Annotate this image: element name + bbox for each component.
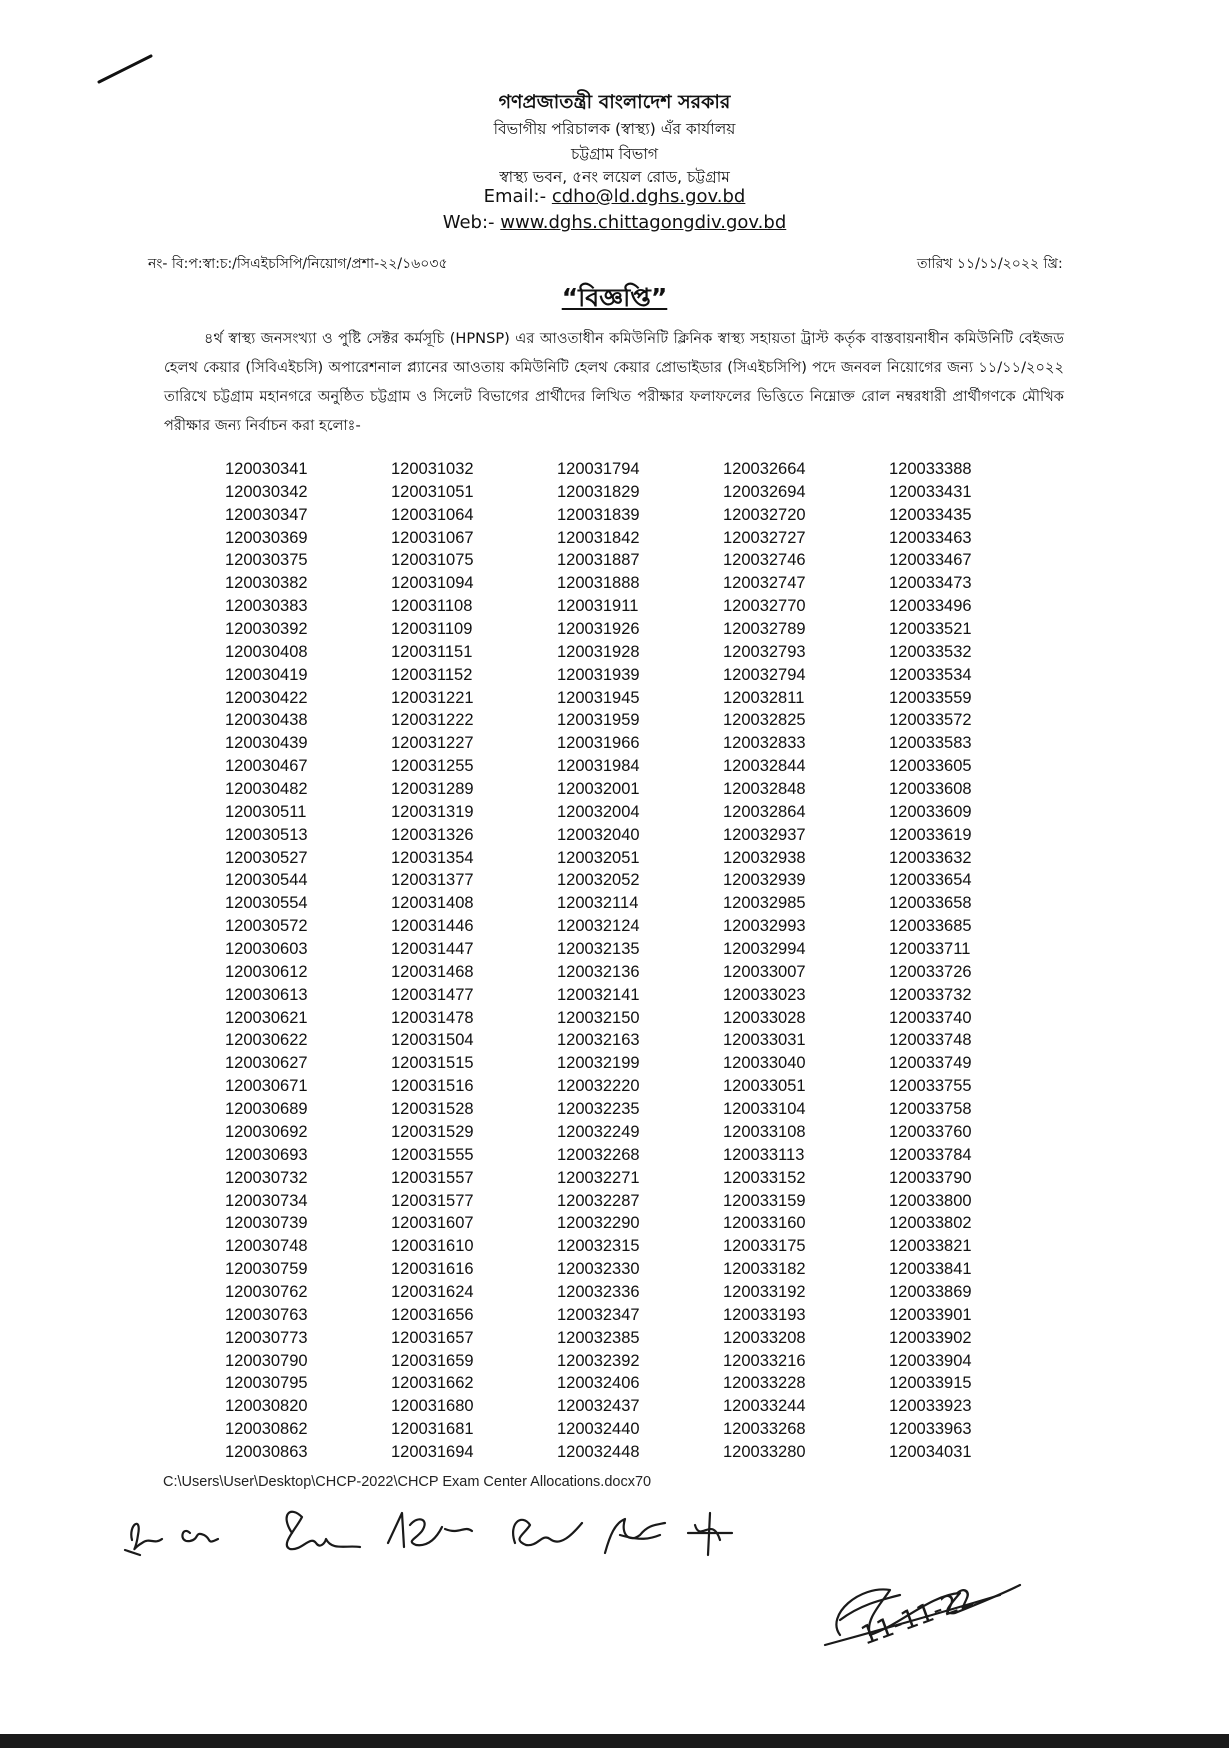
roll-number: 120033216 bbox=[723, 1351, 806, 1370]
roll-number: 120033388 bbox=[889, 460, 972, 478]
roll-number: 120033040 bbox=[723, 1054, 806, 1073]
roll-number: 120032994 bbox=[723, 940, 806, 959]
roll-number: 120032789 bbox=[723, 620, 806, 639]
roll-number: 120032271 bbox=[557, 1168, 640, 1187]
roll-number: 120030375 bbox=[225, 551, 308, 570]
memo-number: নং- বি:প:স্বা:চ:/সিএইচসিপি/নিয়োগ/প্রশা-২২/১৬০৩৫ bbox=[148, 256, 448, 272]
signature-date: 11-11-22 bbox=[857, 1583, 979, 1652]
roll-number: 120031657 bbox=[391, 1328, 474, 1347]
roll-number: 120033228 bbox=[723, 1374, 806, 1393]
roll-number: 120033108 bbox=[723, 1122, 806, 1141]
roll-number: 120033023 bbox=[723, 985, 806, 1004]
roll-number: 120032052 bbox=[557, 871, 640, 890]
memo-date: তারিখ ১১/১১/২০২২ খ্রি: bbox=[917, 256, 1063, 272]
roll-number: 120033609 bbox=[889, 802, 972, 821]
roll-number: 120033268 bbox=[723, 1420, 806, 1439]
roll-number: 120032268 bbox=[557, 1145, 640, 1164]
roll-number: 120033280 bbox=[723, 1442, 806, 1461]
roll-number: 120031447 bbox=[391, 940, 474, 959]
roll-number: 120030572 bbox=[225, 917, 308, 936]
roll-number: 120031468 bbox=[391, 962, 474, 981]
roll-number: 120032939 bbox=[723, 871, 806, 890]
roll-number: 120031966 bbox=[557, 734, 640, 753]
web-link[interactable]: www.dghs.chittagongdiv.gov.bd bbox=[500, 212, 787, 233]
roll-number: 120030439 bbox=[225, 734, 308, 753]
roll-number: 120033740 bbox=[889, 1008, 972, 1027]
roll-number: 120032220 bbox=[557, 1077, 640, 1096]
roll-number: 120033821 bbox=[889, 1237, 972, 1256]
roll-number: 120032746 bbox=[723, 551, 806, 570]
roll-number: 120033963 bbox=[889, 1420, 972, 1439]
roll-number: 120031152 bbox=[391, 665, 473, 684]
roll-number: 120032330 bbox=[557, 1260, 640, 1279]
roll-number: 120030689 bbox=[225, 1100, 308, 1119]
roll-number: 120030795 bbox=[225, 1374, 308, 1393]
roll-number: 120031794 bbox=[557, 460, 640, 478]
roll-number: 120031064 bbox=[391, 505, 474, 524]
pen-mark bbox=[95, 52, 155, 87]
roll-number: 120031032 bbox=[391, 460, 474, 478]
roll-number: 120032392 bbox=[557, 1351, 640, 1370]
roll-number: 120030408 bbox=[225, 642, 308, 661]
roll-column bbox=[225, 458, 391, 1464]
roll-number: 120031839 bbox=[557, 505, 640, 524]
roll-number: 120030763 bbox=[225, 1305, 308, 1324]
roll-number: 120032040 bbox=[557, 825, 640, 844]
roll-number: 120031446 bbox=[391, 917, 474, 936]
roll-number: 120030734 bbox=[225, 1191, 308, 1210]
roll-number: 120030820 bbox=[225, 1397, 308, 1416]
roll-number: 120033749 bbox=[889, 1054, 972, 1073]
roll-number: 120032001 bbox=[557, 780, 640, 799]
roll-number: 120031094 bbox=[391, 574, 474, 593]
roll-number: 120033732 bbox=[889, 985, 972, 1004]
roll-number: 120033790 bbox=[889, 1168, 972, 1187]
roll-number: 120030693 bbox=[225, 1145, 308, 1164]
roll-number: 120032199 bbox=[557, 1054, 640, 1073]
roll-number: 120033534 bbox=[889, 665, 972, 684]
roll-number: 120032136 bbox=[557, 962, 640, 981]
roll-number: 120030613 bbox=[225, 985, 308, 1004]
roll-number: 120031694 bbox=[391, 1442, 474, 1461]
roll-number: 120031289 bbox=[391, 780, 474, 799]
roll-number: 120033841 bbox=[889, 1260, 972, 1279]
roll-number: 120031888 bbox=[557, 574, 640, 593]
roll-number: 120030383 bbox=[225, 597, 308, 616]
roll-number: 120033431 bbox=[889, 482, 972, 501]
roll-number: 120033007 bbox=[723, 962, 806, 981]
roll-number: 120031354 bbox=[391, 848, 474, 867]
roll-number: 120031887 bbox=[557, 551, 640, 570]
roll-number: 120032825 bbox=[723, 711, 806, 730]
roll-number: 120030341 bbox=[225, 460, 308, 478]
roll-number: 120031516 bbox=[391, 1077, 474, 1096]
roll-number: 120033559 bbox=[889, 688, 972, 707]
roll-number: 120032114 bbox=[557, 894, 639, 913]
roll-number: 120031624 bbox=[391, 1282, 474, 1301]
roll-number: 120031939 bbox=[557, 665, 640, 684]
roll-number: 120033726 bbox=[889, 962, 972, 981]
roll-number: 120032004 bbox=[557, 802, 640, 821]
roll-number: 120030511 bbox=[225, 802, 307, 821]
roll-number: 120032770 bbox=[723, 597, 806, 616]
roll-number: 120031477 bbox=[391, 985, 474, 1004]
roll-number: 120033496 bbox=[889, 597, 972, 616]
roll-number: 120032135 bbox=[557, 940, 640, 959]
roll-number: 120030612 bbox=[225, 962, 308, 981]
roll-number: 120033654 bbox=[889, 871, 972, 890]
roll-number: 120033572 bbox=[889, 711, 972, 730]
roll-number: 120030369 bbox=[225, 528, 308, 547]
roll-number: 120033583 bbox=[889, 734, 972, 753]
roll-number: 120033182 bbox=[723, 1260, 806, 1279]
file-path: C:\Users\User\Desktop\CHCP-2022\CHCP Exam Center Allocations.docx70 bbox=[163, 1474, 652, 1490]
roll-number: 120032938 bbox=[723, 848, 806, 867]
notice-title: “বিজ্ঞপ্তি” bbox=[561, 283, 668, 312]
roll-number: 120030544 bbox=[225, 871, 308, 890]
roll-number: 120031075 bbox=[391, 551, 474, 570]
roll-number: 120031408 bbox=[391, 894, 474, 913]
roll-number: 120031529 bbox=[391, 1122, 474, 1141]
roll-number: 120031108 bbox=[391, 597, 473, 616]
roll-number: 120033658 bbox=[889, 894, 972, 913]
roll-number: 120030422 bbox=[225, 688, 308, 707]
roll-number: 120030732 bbox=[225, 1168, 308, 1187]
roll-number: 120032794 bbox=[723, 665, 806, 684]
roll-number: 120031829 bbox=[557, 482, 640, 501]
office-address: স্বাস্থ্য ভবন, ৫নং লয়েল রোড, চট্টগ্রাম bbox=[499, 168, 730, 186]
roll-number: 120033192 bbox=[723, 1282, 806, 1301]
roll-number: 120032848 bbox=[723, 780, 806, 799]
roll-number: 120031478 bbox=[391, 1008, 474, 1027]
roll-number: 120032793 bbox=[723, 642, 806, 661]
roll-number: 120031610 bbox=[391, 1237, 474, 1256]
roll-number: 120032833 bbox=[723, 734, 806, 753]
roll-number: 120033152 bbox=[723, 1168, 806, 1187]
roll-number: 120031067 bbox=[391, 528, 474, 547]
government-title: গণপ্রজাতন্ত্রী বাংলাদেশ সরকার bbox=[498, 91, 731, 113]
roll-number: 120031255 bbox=[391, 757, 474, 776]
roll-number: 120032315 bbox=[557, 1237, 640, 1256]
roll-number: 120031221 bbox=[391, 688, 474, 707]
roll-number: 120033031 bbox=[723, 1031, 806, 1050]
web-line bbox=[0, 212, 1229, 233]
roll-number: 120032864 bbox=[723, 802, 806, 821]
roll-number: 120033113 bbox=[723, 1145, 805, 1164]
roll-number: 120030467 bbox=[225, 757, 308, 776]
roll-number: 120030759 bbox=[225, 1260, 308, 1279]
roll-number: 120033104 bbox=[723, 1100, 806, 1119]
roll-number: 120032727 bbox=[723, 528, 806, 547]
roll-number: 120031222 bbox=[391, 711, 474, 730]
notice-body: ৪র্থ স্বাস্থ্য জনসংখ্যা ও পুষ্টি সেক্টর কর্মসূচি (HPNSP) এর আওতাধীন কমিউনিটি ক্লিনিক স্বাস্থ্য সহায়তা ট্রাস্ট কর্তৃক বাস্তবায়নাধীন কমিউনিটি বেইজড হেলথ কেয়ার (সিবিএইচসি) অপারেশনাল প্ল্যানের আওতায় কমিউনিটি হেলথ কেয়ার প্রোভাইডার (সিএইচসিপি) পদে জনবল নিয়োগের জন্য ১১/১১/২০২২ তারিখে চট্টগ্রাম মহানগরে অনুষ্ঠিত চট্টগ্রাম ও সিলেট বিভাগের প্রার্থীদের লিখিত পরীক্ষার ফলাফলের ভিত্তিতে নিম্নোক্ত রোল নম্বরধারী প্রার্থীগণকে মৌখিক পরীক্ষার জন্য নির্বাচন করা হলোঃ- bbox=[164, 330, 1064, 434]
roll-number: 120031227 bbox=[391, 734, 474, 753]
roll-number: 120034031 bbox=[889, 1442, 972, 1461]
roll-number: 120031681 bbox=[391, 1420, 474, 1439]
roll-column bbox=[391, 458, 557, 1464]
roll-number: 120031616 bbox=[391, 1260, 474, 1279]
roll-number: 120031926 bbox=[557, 620, 640, 639]
roll-number: 120033051 bbox=[723, 1077, 806, 1096]
roll-number: 120030527 bbox=[225, 848, 308, 867]
roll-number: 120033760 bbox=[889, 1122, 972, 1141]
roll-number: 120033160 bbox=[723, 1214, 806, 1233]
roll-number: 120032937 bbox=[723, 825, 806, 844]
email-line bbox=[0, 186, 1229, 207]
roll-number: 120031984 bbox=[557, 757, 640, 776]
roll-number: 120030603 bbox=[225, 940, 308, 959]
roll-number: 120033208 bbox=[723, 1328, 806, 1347]
roll-number: 120033784 bbox=[889, 1145, 972, 1164]
roll-number: 120032844 bbox=[723, 757, 806, 776]
roll-number: 120033532 bbox=[889, 642, 972, 661]
email-label: Email:- bbox=[483, 186, 552, 207]
roll-number: 120030863 bbox=[225, 1442, 308, 1461]
roll-number: 120030790 bbox=[225, 1351, 308, 1370]
roll-number: 120030419 bbox=[225, 665, 308, 684]
roll-number: 120032811 bbox=[723, 688, 805, 707]
roll-number: 120030621 bbox=[225, 1008, 308, 1027]
roll-number: 120032141 bbox=[557, 985, 640, 1004]
roll-number: 120032747 bbox=[723, 574, 806, 593]
roll-number: 120033632 bbox=[889, 848, 972, 867]
office-name: বিভাগীয় পরিচালক (স্বাস্থ্য) এঁর কার্যালয় bbox=[493, 120, 736, 138]
roll-number: 120032290 bbox=[557, 1214, 640, 1233]
roll-number: 120031051 bbox=[391, 482, 474, 501]
roll-number: 120031659 bbox=[391, 1351, 474, 1370]
roll-number: 120030748 bbox=[225, 1237, 308, 1256]
roll-number: 120031377 bbox=[391, 871, 474, 890]
roll-number: 120033608 bbox=[889, 780, 972, 799]
roll-number: 120032385 bbox=[557, 1328, 640, 1347]
roll-number: 120033467 bbox=[889, 551, 972, 570]
roll-number: 120030671 bbox=[225, 1077, 308, 1096]
roll-number: 120031662 bbox=[391, 1374, 474, 1393]
roll-number: 120032150 bbox=[557, 1008, 640, 1027]
roll-number: 120033159 bbox=[723, 1191, 806, 1210]
roll-number: 120031928 bbox=[557, 642, 640, 661]
roll-number: 120030342 bbox=[225, 482, 308, 501]
roll-number: 120033193 bbox=[723, 1305, 806, 1324]
roll-number: 120030392 bbox=[225, 620, 308, 639]
roll-number: 120032051 bbox=[557, 848, 640, 867]
roll-number: 120033758 bbox=[889, 1100, 972, 1119]
roll-number: 120031945 bbox=[557, 688, 640, 707]
roll-number: 120032235 bbox=[557, 1100, 640, 1119]
roll-number: 120033463 bbox=[889, 528, 972, 547]
roll-number: 120033435 bbox=[889, 505, 972, 524]
roll-number: 120033802 bbox=[889, 1214, 972, 1233]
roll-number: 120031557 bbox=[391, 1168, 474, 1187]
roll-number: 120033915 bbox=[889, 1374, 972, 1393]
roll-number: 120032720 bbox=[723, 505, 806, 524]
roll-number: 120031680 bbox=[391, 1397, 474, 1416]
roll-number-table bbox=[225, 458, 1055, 1463]
roll-number: 120032440 bbox=[557, 1420, 640, 1439]
scan-edge bbox=[0, 1734, 1229, 1748]
roll-number: 120033605 bbox=[889, 757, 972, 776]
roll-number: 120033755 bbox=[889, 1077, 972, 1096]
roll-number: 120030482 bbox=[225, 780, 308, 799]
roll-number: 120033711 bbox=[889, 940, 971, 959]
roll-number: 120033473 bbox=[889, 574, 972, 593]
roll-number: 120031326 bbox=[391, 825, 474, 844]
roll-number: 120031555 bbox=[391, 1145, 474, 1164]
roll-column bbox=[557, 458, 723, 1464]
roll-number: 120033923 bbox=[889, 1397, 972, 1416]
roll-number: 120030692 bbox=[225, 1122, 308, 1141]
roll-column bbox=[723, 458, 889, 1464]
roll-number: 120033902 bbox=[889, 1328, 972, 1347]
roll-number: 120030382 bbox=[225, 574, 308, 593]
roll-number: 120033028 bbox=[723, 1008, 806, 1027]
roll-number: 120033521 bbox=[889, 620, 972, 639]
roll-number: 120031842 bbox=[557, 528, 640, 547]
roll-number: 120031515 bbox=[391, 1054, 474, 1073]
roll-number: 120031504 bbox=[391, 1031, 474, 1050]
roll-number: 120031109 bbox=[391, 620, 473, 639]
roll-number: 120033244 bbox=[723, 1397, 806, 1416]
roll-number: 120030627 bbox=[225, 1054, 308, 1073]
roll-number: 120032336 bbox=[557, 1282, 640, 1301]
roll-number: 120032694 bbox=[723, 482, 806, 501]
roll-number: 120030513 bbox=[225, 825, 308, 844]
roll-number: 120032664 bbox=[723, 460, 806, 478]
roll-number: 120032437 bbox=[557, 1397, 640, 1416]
roll-number: 120031319 bbox=[391, 802, 474, 821]
division-name: চট্টগ্রাম বিভাগ bbox=[570, 145, 659, 163]
roll-column bbox=[889, 458, 1055, 1464]
roll-number: 120030347 bbox=[225, 505, 308, 524]
roll-number: 120031577 bbox=[391, 1191, 474, 1210]
roll-number: 120032124 bbox=[557, 917, 640, 936]
roll-number: 120031959 bbox=[557, 711, 640, 730]
roll-number: 120030762 bbox=[225, 1282, 308, 1301]
roll-number: 120033748 bbox=[889, 1031, 972, 1050]
roll-number: 120033901 bbox=[889, 1305, 972, 1324]
roll-number: 120032287 bbox=[557, 1191, 640, 1210]
roll-number: 120033619 bbox=[889, 825, 972, 844]
roll-number: 120030739 bbox=[225, 1214, 308, 1233]
roll-number: 120033800 bbox=[889, 1191, 972, 1210]
roll-number: 120030438 bbox=[225, 711, 308, 730]
roll-number: 120030862 bbox=[225, 1420, 308, 1439]
roll-number: 120031656 bbox=[391, 1305, 474, 1324]
roll-number: 120032448 bbox=[557, 1442, 640, 1461]
roll-number: 120030622 bbox=[225, 1031, 308, 1050]
roll-number: 120032249 bbox=[557, 1122, 640, 1141]
roll-number: 120033685 bbox=[889, 917, 972, 936]
roll-number: 120032406 bbox=[557, 1374, 640, 1393]
email-link[interactable]: cdho@ld.dghs.gov.bd bbox=[551, 186, 746, 207]
roll-number: 120033869 bbox=[889, 1282, 972, 1301]
web-label: Web:- bbox=[442, 212, 501, 233]
roll-number: 120030773 bbox=[225, 1328, 308, 1347]
roll-number: 120032347 bbox=[557, 1305, 640, 1324]
committee-signatures bbox=[120, 1495, 1120, 1675]
roll-number: 120031151 bbox=[391, 642, 473, 661]
roll-number: 120030554 bbox=[225, 894, 308, 913]
roll-number: 120031528 bbox=[391, 1100, 474, 1119]
roll-number: 120033175 bbox=[723, 1237, 806, 1256]
roll-number: 120032985 bbox=[723, 894, 806, 913]
roll-number: 120031911 bbox=[557, 597, 639, 616]
roll-number: 120033904 bbox=[889, 1351, 972, 1370]
roll-number: 120031607 bbox=[391, 1214, 474, 1233]
roll-number: 120032993 bbox=[723, 917, 806, 936]
roll-number: 120032163 bbox=[557, 1031, 640, 1050]
